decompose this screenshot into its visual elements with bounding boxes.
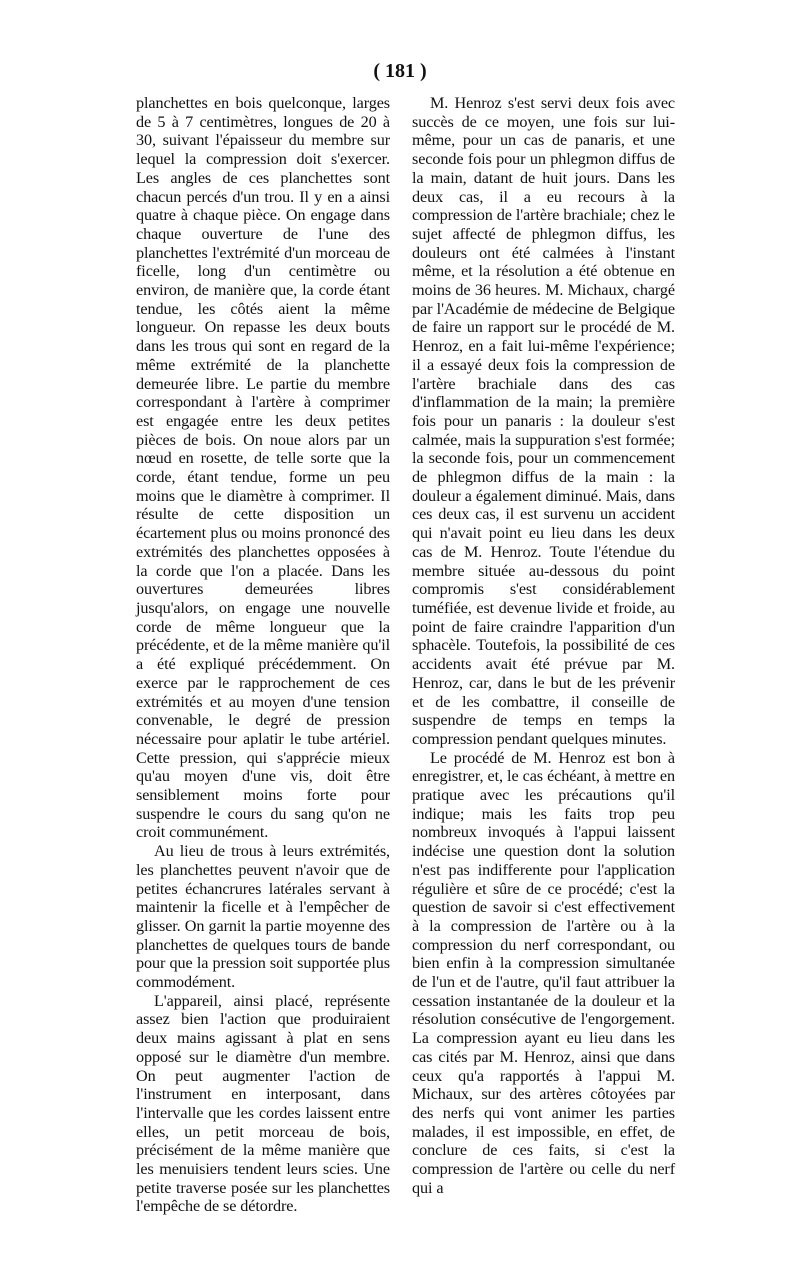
page-number: ( 181 ) [373, 60, 427, 82]
paragraph: planchettes en bois quelconque, larges de 5 à 7 centimètres, longues de 20 à 30, suivant l'épaisseur du membre sur lequel la compression doit s'exercer. Les angles de ces planchettes sont chacun percés d'un trou. Il y en a ainsi quatre à chaque pièce. On engage dans chaque ouverture de l'une des planchettes l'extrémité d'un morceau de ficelle, long d'un centimètre ou environ, de manière que, la corde étant tendue, les côtés aient la même longueur. On repasse les deux bouts dans les trous qui sont en regard de la même extrémité de la planchette demeurée libre. Le partie du membre correspondant à l'artère à comprimer est engagée entre les deux petites pièces de bois. On noue alors par un nœud en rosette, de telle sorte que la corde, étant tendue, forme un peu moins que le diamètre à comprimer. Il résulte de cette disposition un écartement plus ou moins prononcé des extrémités des planchettes opposées à la corde que l'on a placée. Dans les ouvertures demeurées libres jusqu'alors, on engage une nouvelle corde de même longueur que la précédente, et de la même manière qu'il a été expliqué précédemment. On exerce par le rapprochement de ces extrémités et au moyen d'une tension convenable, le degré de pression nécessaire pour aplatir le tube artériel. Cette pression, qui s'apprécie mieux qu'au moyen d'une vis, doit être sensiblement moins forte pour suspendre le cours du sang qu'on ne croit communément. [136, 94, 390, 842]
paragraph: Au lieu de trous à leurs extrémités, les planchettes peuvent n'avoir que de petites échancrures latérales servant à maintenir la ficelle et à l'empêcher de glisser. On garnit la partie moyenne des planchettes de quelques tours de bande pour que la pression soit supportée plus commodément. [136, 842, 390, 992]
paragraph: M. Henroz s'est servi deux fois avec succès de ce moyen, une fois sur lui-même, pour un cas de panaris, et une seconde fois pour un phlegmon diffus de la main, datant de huit jours. Dans les deux cas, il a eu recours à la compression de l'artère brachiale; chez le sujet affecté de phlegmon diffus, les douleurs ont été calmées à l'instant même, et la résolution a été obtenue en moins de 36 heures. M. Michaux, chargé par l'Académie de médecine de Belgique de faire un rapport sur le procédé de M. Henroz, en a fait lui-même l'expérience; il a essayé deux fois la compression de l'artère brachiale dans des cas d'inflammation de la main; la première fois pour un panaris : la douleur s'est calmée, mais la suppuration s'est formée; la seconde fois, pour un commencement de phlegmon diffus de la main : la douleur a également diminué. Mais, dans ces deux cas, il est survenu un accident qui n'avait point eu lieu dans les deux cas de M. Henroz. Toute l'étendue du membre située au-dessous du point compromis s'est considérablement tuméfiée, est devenue livide et froide, au point de faire craindre l'apparition d'un sphacèle. Toutefois, la possibilité de ces accidents avait été prévue par M. Henroz, car, dans le but de les prévenir et de les combattre, il conseille de suspendre de temps en temps la compression pendant quelques minutes. [412, 94, 675, 748]
left-column [136, 94, 390, 1216]
right-column [412, 94, 675, 1197]
paragraph: Le procédé de M. Henroz est bon à enregistrer, et, le cas échéant, à mettre en pratique avec les précautions qu'il indique; mais les faits trop peu nombreux invoqués à l'appui laissent indécise une question dont la solution n'est pas indifferente pour l'application régulière et sûre de ce procédé; c'est la question de savoir si c'est effectivement à la compression de l'artère ou à la compression du nerf correspondant, ou bien enfin à la compression simultanée de l'un et de l'autre, qu'il faut attribuer la cessation instantanée de la douleur et la résolution consécutive de l'engorgement. La compression ayant eu lieu dans les cas cités par M. Henroz, ainsi que dans ceux qu'a rapportés à l'appui M. Michaux, sur des artères côtoyées par des nerfs qui vont animer les parties malades, il est impossible, en effet, de conclure de ces faits, si c'est la compression de l'artère ou celle du nerf qui a [412, 748, 675, 1197]
paragraph: L'appareil, ainsi placé, représente assez bien l'action que produiraient deux mains agissant à plat en sens opposé sur le diamètre d'un membre. On peut augmenter l'action de l'instrument en interposant, dans l'intervalle que les cordes laissent entre elles, un petit morceau de bois, précisément de la même manière que les menuisiers tendent leurs scies. Une petite traverse posée sur les planchettes l'empêche de se détordre. [136, 991, 390, 1216]
